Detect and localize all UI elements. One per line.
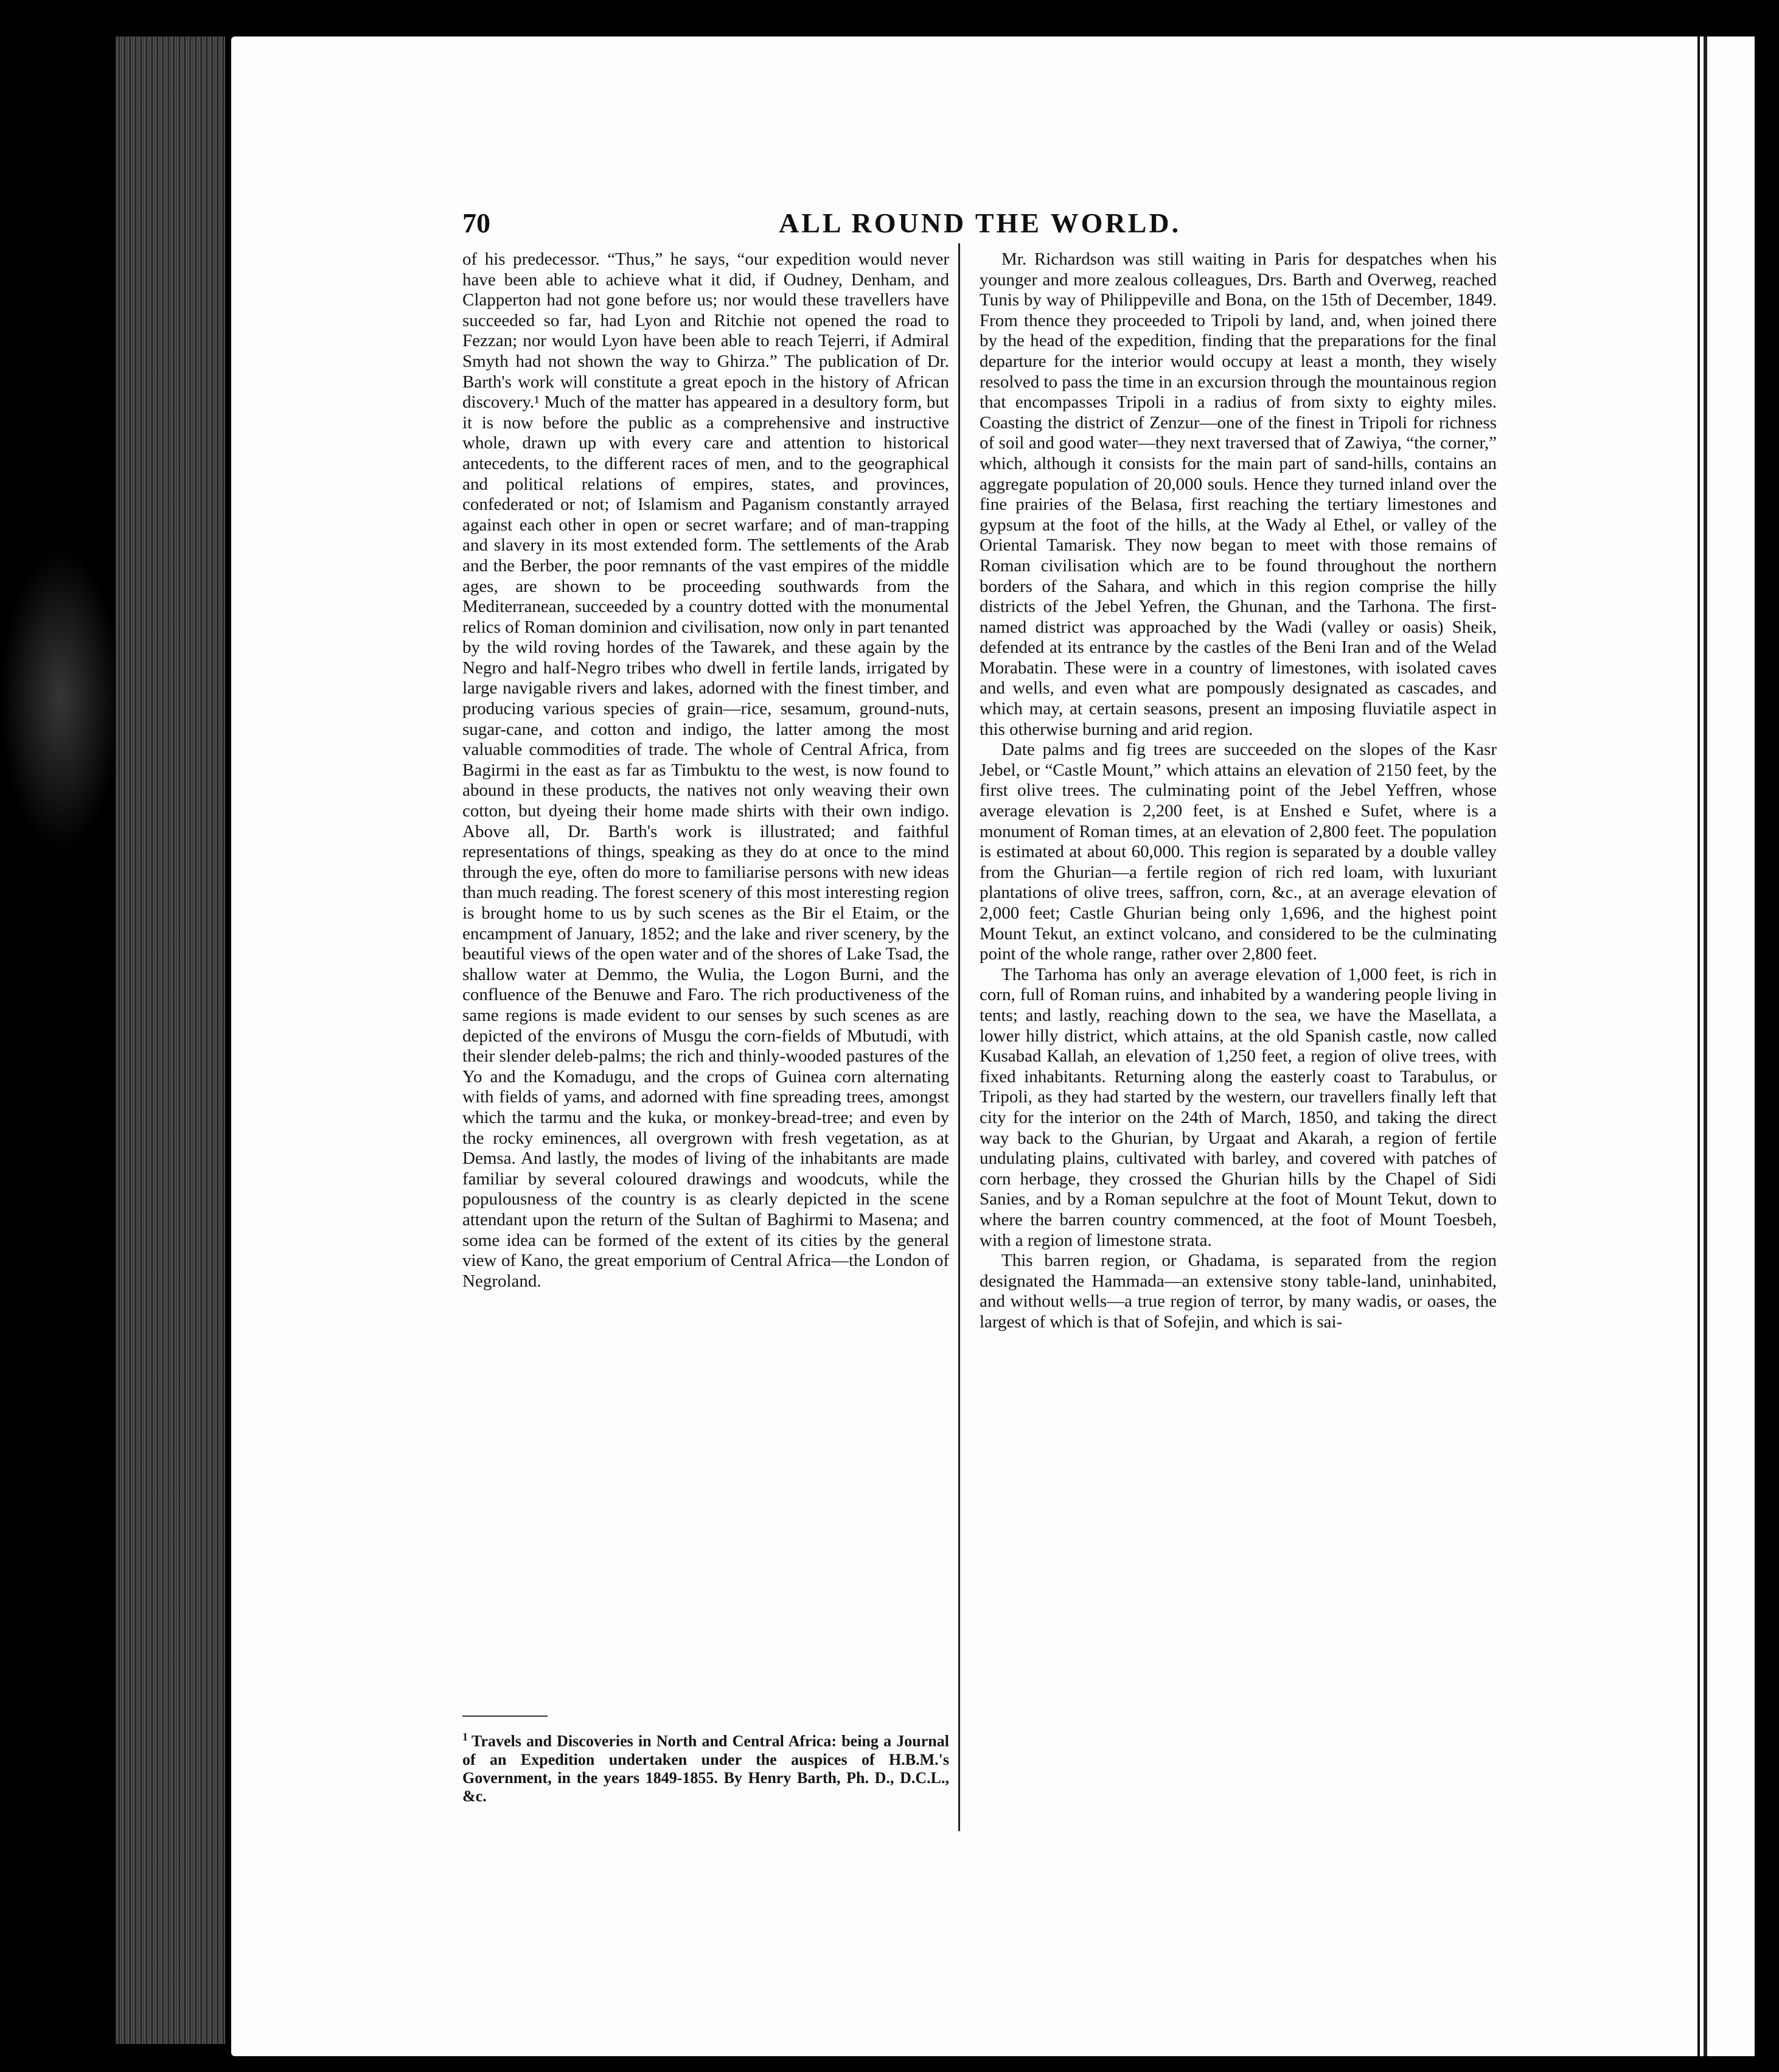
paragraph: Date palms and fig trees are succeeded on the slopes of the Kasr Jebel, or “Castle Mount,” which attains an elevation of 2150 feet, by the first olive trees. The culminating point of the Jebel Yeffren, whose average elevation is 2,200 feet, is at Enshed e Sufet, where is a monument of Roman times, at an elevation of 2,800 feet. The population is estimated at about 60,000. This region is separated by a double valley from the Ghurian—a fertile region of rich red loam, with luxuriant plantations of olive trees, saffron, corn, &c., at an average elevation of 2,000 feet; Castle Ghurian being only 1,696, and the highest point Mount Tekut, an extinct volcano, and considered to be the culminating point of the whole range, rather over 2,800 feet. — [980, 740, 1497, 964]
right-column — [980, 249, 1497, 1332]
scan-noise — [0, 548, 122, 852]
running-head-title: ALL ROUND THE WORLD. — [779, 207, 1182, 238]
book-page-edges — [116, 37, 225, 2044]
footnote — [462, 1728, 949, 1806]
footnote-divider — [462, 1716, 548, 1717]
footnote-text: Travels and Discoveries in North and Central Africa: being a Journal of an Expedition undertaken under the auspices of H.B.M.'s Government, in the years 1849-1855. By Henry Barth, Ph. D., D.C.L., &c. — [462, 1732, 949, 1805]
column-divider — [958, 243, 960, 1831]
running-head — [462, 207, 1582, 243]
paragraph: The Tarhoma has only an average elevation of 1,000 feet, is rich in corn, full of Roman ruins, and inhabited by a wandering people living in tents; and lastly, reaching down to the sea, we have the Masellata, a lower hilly district, which attains, at the old Spanish castle, now called Kusabad Kallah, an elevation of 1,250 feet, a region of olive trees, with fixed inhabitants. Returning along the easterly coast to Tarabulus, or Tripoli, as they had started by the western, our travellers finally left that city for the interior on the 24th of March, 1850, and taking the direct way back to the Ghurian, by Urgaat and Akarah, a region of fertile undulating plains, cultivated with barley, and covered with patches of corn herbage, they crossed the Ghurian hills by the Chapel of Sidi Sanies, and by a Roman sepulchre at the foot of Mount Tekut, down to where the barren country commenced, at the foot of Mount Toesbeh, with a region of limestone strata. — [980, 964, 1497, 1250]
footnote-mark: 1 — [462, 1731, 468, 1743]
page-number: 70 — [462, 207, 490, 238]
paragraph: Mr. Richardson was still waiting in Paris for despatches when his younger and more zealous colleagues, Drs. Barth and Overweg, reached Tunis by way of Philippeville and Bona, on the 15th of December, 1849. From thence they proceeded to Tripoli by land, and, when joined there by the head of the expedition, finding that the preparations for the final departure for the interior would occupy at least a month, they wisely resolved to pass the time in an excursion through the mountainous region that encompasses Tripoli in a radius of from sixty to eighty miles. Coasting the district of Zenzur—one of the finest in Tripoli for richness of soil and good water—they next traversed that of Zawiya, “the corner,” which, although it consists for the main part of sand-hills, contains an aggregate population of 20,000 souls. Hence they turned inland over the fine prairies of the Belasa, first reaching the tertiary limestones and gypsum at the foot of the hills, at the Wady al Ethel, or valley of the Oriental Tamarisk. They now began to meet with those remains of Roman civilisation which are to be found throughout the northern borders of the Sahara, and which in this region comprise the hilly districts of the Jebel Yefren, the Ghunan, and the Tarhona. The first-named district was approached by the Wadi (valley or oasis) Sheik, defended at its entrance by the castles of the Beni Iran and of the Welad Morabatin. These were in a country of limestones, with isolated caves and wells, and even what are pompously designated as cascades, and which may, at certain seasons, present an imposing fluviatile aspect in this otherwise burning and arid region. — [980, 249, 1497, 739]
paragraph: This barren region, or Ghadama, is separated from the region designated the Hammada—an extensive stony table-land, uninhabited, and without wells—a true region of terror, by many wadis, or oases, the largest of which is that of Sofejin, and which is sai- — [980, 1251, 1497, 1332]
left-column — [462, 249, 949, 1292]
gutter-line — [1704, 37, 1707, 2056]
paragraph: of his predecessor. “Thus,” he says, “our expedition would never have been able to achieve what it did, if Oudney, Denham, and Clapperton had not gone before us; nor would these travellers have succeeded so far, had Lyon and Ritchie not opened the road to Fezzan; nor would Lyon have been able to reach Tejerri, if Admiral Smyth had not shown the way to Ghirza.” The publication of Dr. Barth's work will constitute a great epoch in the history of African discovery.¹ Much of the matter has appeared in a desultory form, but it is now before the public as a comprehensive and instructive whole, drawn up with every care and attention to historical antecedents, to the different races of men, and to the geographical and political relations of empires, states, and provinces, confederated or not; of Islamism and Paganism constantly arrayed against each other in open or secret warfare; and of man-trapping and slavery in its most extended form. The settlements of the Arab and the Berber, the poor remnants of the vast empires of the middle ages, are shown to be proceeding southwards from the Mediterranean, succeeded by a country dotted with the monumental relics of Roman dominion and civilisation, now only in part tenanted by the wild roving hordes of the Tawarek, and these again by the Negro and half-Negro tribes who dwell in fertile lands, irrigated by large navigable rivers and lakes, adorned with the finest timber, and producing various species of grain—rice, sesamum, ground-nuts, sugar-cane, and cotton and indigo, the latter among the most valuable commodities of trade. The whole of Central Africa, from Bagirmi in the east as far as Timbuktu to the west, is now found to abound in these products, the natives not only weaving their own cotton, but dyeing their home made shirts with their own indigo. Above all, Dr. Barth's work is illustrated; and faithful representations of things, speaking as they do at once to the mind through the eye, often do more to familiarise persons with new ideas than much reading. The forest scenery of this most interesting region is brought home to us by such scenes as the Bir el Etaim, or the encampment of January, 1852; and the lake and river scenery, by the beautiful views of the open water and of the shores of Lake Tsad, the shallow water at Demmo, the Wulia, the Logon Burni, and the confluence of the Benuwe and Faro. The rich productiveness of the same regions is made evident to our senses by such scenes as are depicted of the environs of Musgu the corn-fields of Mbutudi, with their slender deleb-palms; the rich and thinly-wooded pastures of the Yo and the Komadugu, and the crops of Guinea corn alternating with fields of yams, and adorned with fine spreading trees, amongst which the tarmu and the kuka, or monkey-bread-tree; and even by the rocky eminences, all overgrown with fresh vegetation, as at Demsa. And lastly, the modes of living of the inhabitants are made familiar by several coloured drawings and woodcuts, while the populousness of the country is as clearly depicted in the scene attendant upon the return of the Sultan of Baghirmi to Masena; and some idea can be formed of the extent of its cities by the general view of Kano, the great emporium of Central Africa—the London of Negroland. — [462, 249, 949, 1291]
